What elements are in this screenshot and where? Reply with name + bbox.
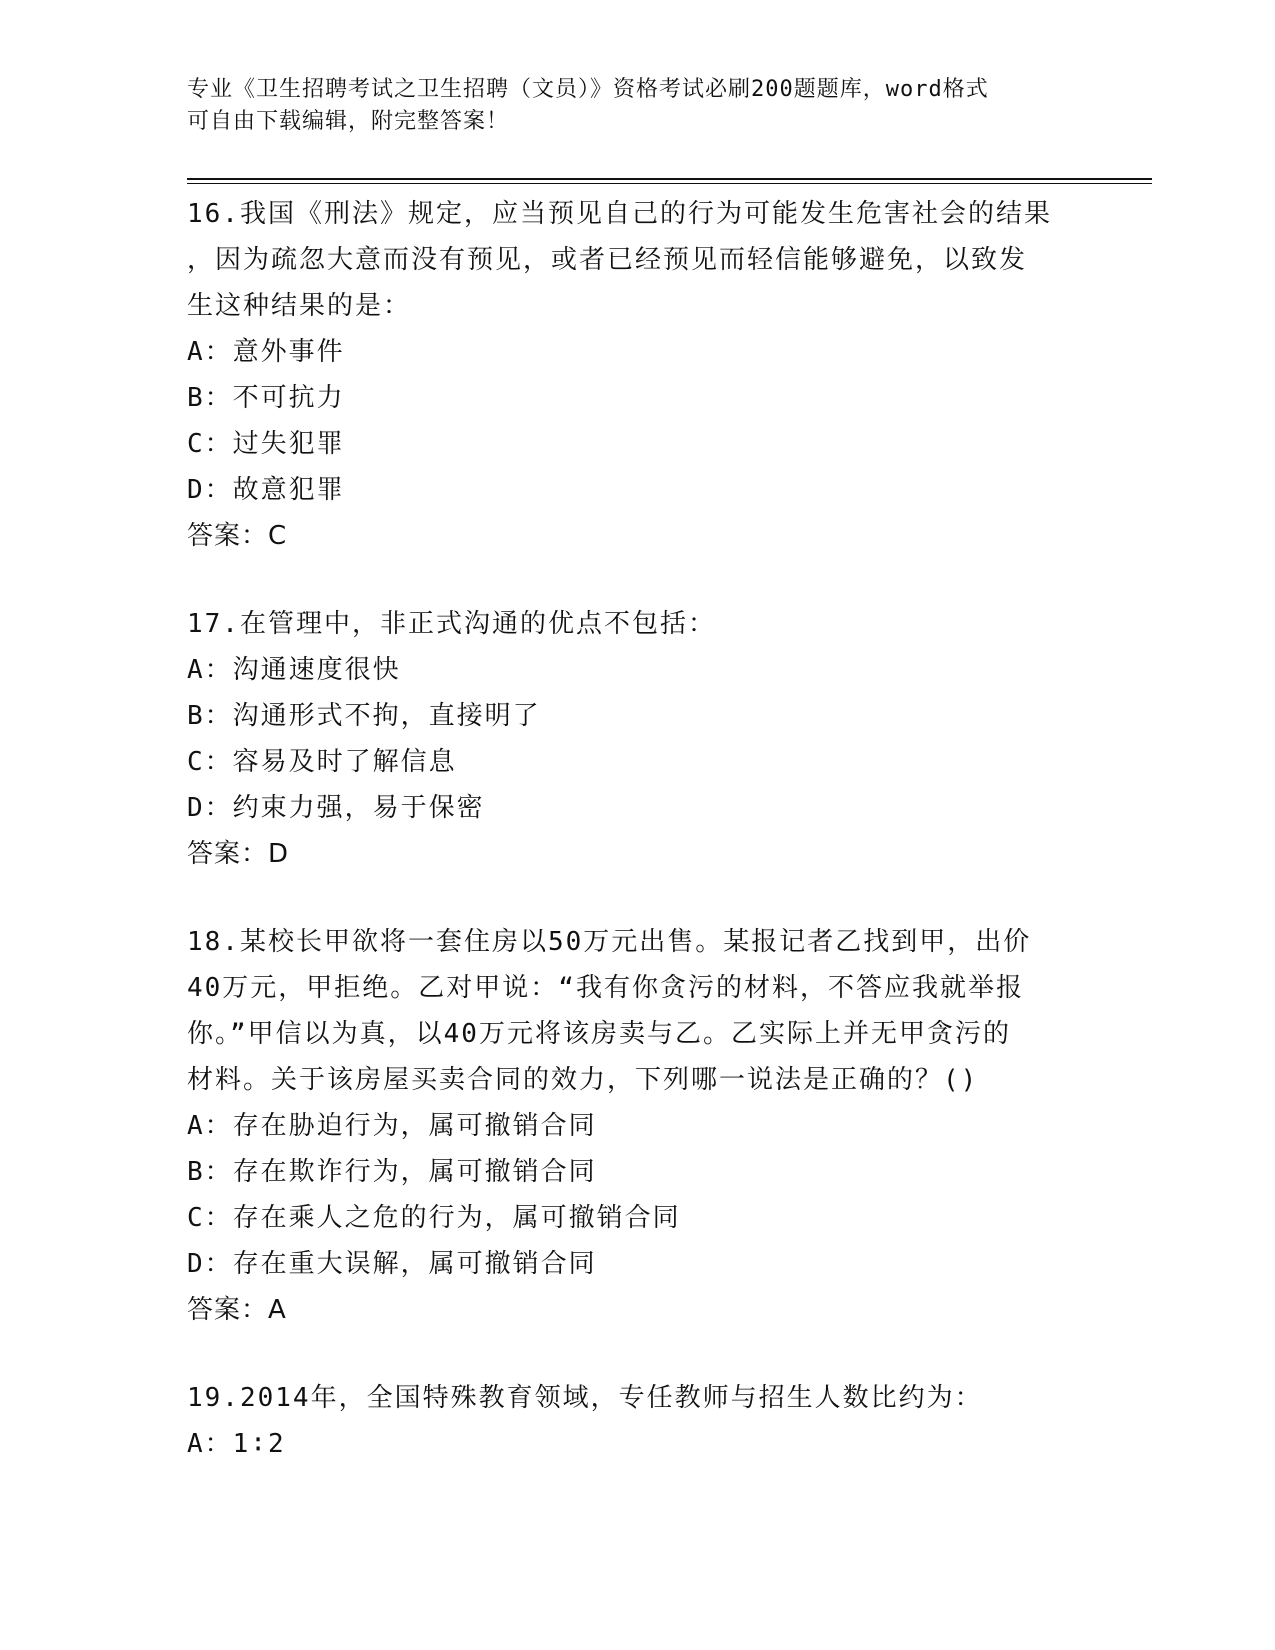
question-spacer — [187, 559, 1087, 601]
option-b: B：存在欺诈行为，属可撤销合同 — [187, 1157, 597, 1187]
option-c: C：存在乘人之危的行为，属可撤销合同 — [187, 1203, 681, 1233]
question-17 — [187, 601, 1087, 877]
answer: 答案：C — [187, 521, 288, 551]
question-stem-line: 18.某校长甲欲将一套住房以50万元出售。某报记者乙找到甲，出价 — [187, 927, 1032, 957]
question-stem-line: ，因为疏忽大意而没有预见，或者已经预见而轻信能够避免，以致发 — [187, 245, 1028, 275]
answer: 答案：D — [187, 839, 290, 869]
question-stem-line: 材料。关于该房屋买卖合同的效力，下列哪一说法是正确的？() — [187, 1065, 979, 1095]
option-c: C：容易及时了解信息 — [187, 747, 457, 777]
option-d: D：故意犯罪 — [187, 475, 345, 505]
question-stem-line: 40万元，甲拒绝。乙对甲说：“我有你贪污的材料，不答应我就举报 — [187, 973, 1024, 1003]
option-d: D：存在重大误解，属可撤销合同 — [187, 1249, 597, 1279]
question-spacer — [187, 1333, 1087, 1375]
option-a: A：存在胁迫行为，属可撤销合同 — [187, 1111, 597, 1141]
question-18 — [187, 919, 1087, 1333]
question-stem-line: 16.我国《刑法》规定，应当预见自己的行为可能发生危害社会的结果 — [187, 199, 1052, 229]
header-divider-thin — [187, 183, 1152, 184]
question-stem-line: 你。”甲信以为真，以40万元将该房卖与乙。乙实际上并无甲贪污的 — [187, 1019, 1011, 1049]
header-line-2: 可自由下载编辑，附完整答案！ — [187, 109, 510, 134]
option-d: D：约束力强，易于保密 — [187, 793, 485, 823]
answer: 答案：A — [187, 1295, 287, 1325]
question-stem-line: 19.2014年，全国特殊教育领域，专任教师与招生人数比约为： — [187, 1383, 983, 1413]
document-header — [187, 74, 1067, 138]
option-b: B：不可抗力 — [187, 383, 345, 413]
question-spacer — [187, 877, 1087, 919]
question-list — [187, 191, 1087, 1467]
header-divider-thick — [187, 178, 1152, 180]
question-stem-line: 17.在管理中，非正式沟通的优点不包括： — [187, 609, 716, 639]
option-c: C：过失犯罪 — [187, 429, 345, 459]
header-line-1: 专业《卫生招聘考试之卫生招聘（文员）》资格考试必刷200题题库，word格式 — [187, 77, 989, 102]
question-16 — [187, 191, 1087, 559]
option-a: A：1∶2 — [187, 1429, 286, 1459]
option-a: A：沟通速度很快 — [187, 655, 401, 685]
question-19 — [187, 1375, 1087, 1467]
question-stem-line: 生这种结果的是： — [187, 291, 412, 321]
option-b: B：沟通形式不拘，直接明了 — [187, 701, 541, 731]
option-a: A：意外事件 — [187, 337, 345, 367]
